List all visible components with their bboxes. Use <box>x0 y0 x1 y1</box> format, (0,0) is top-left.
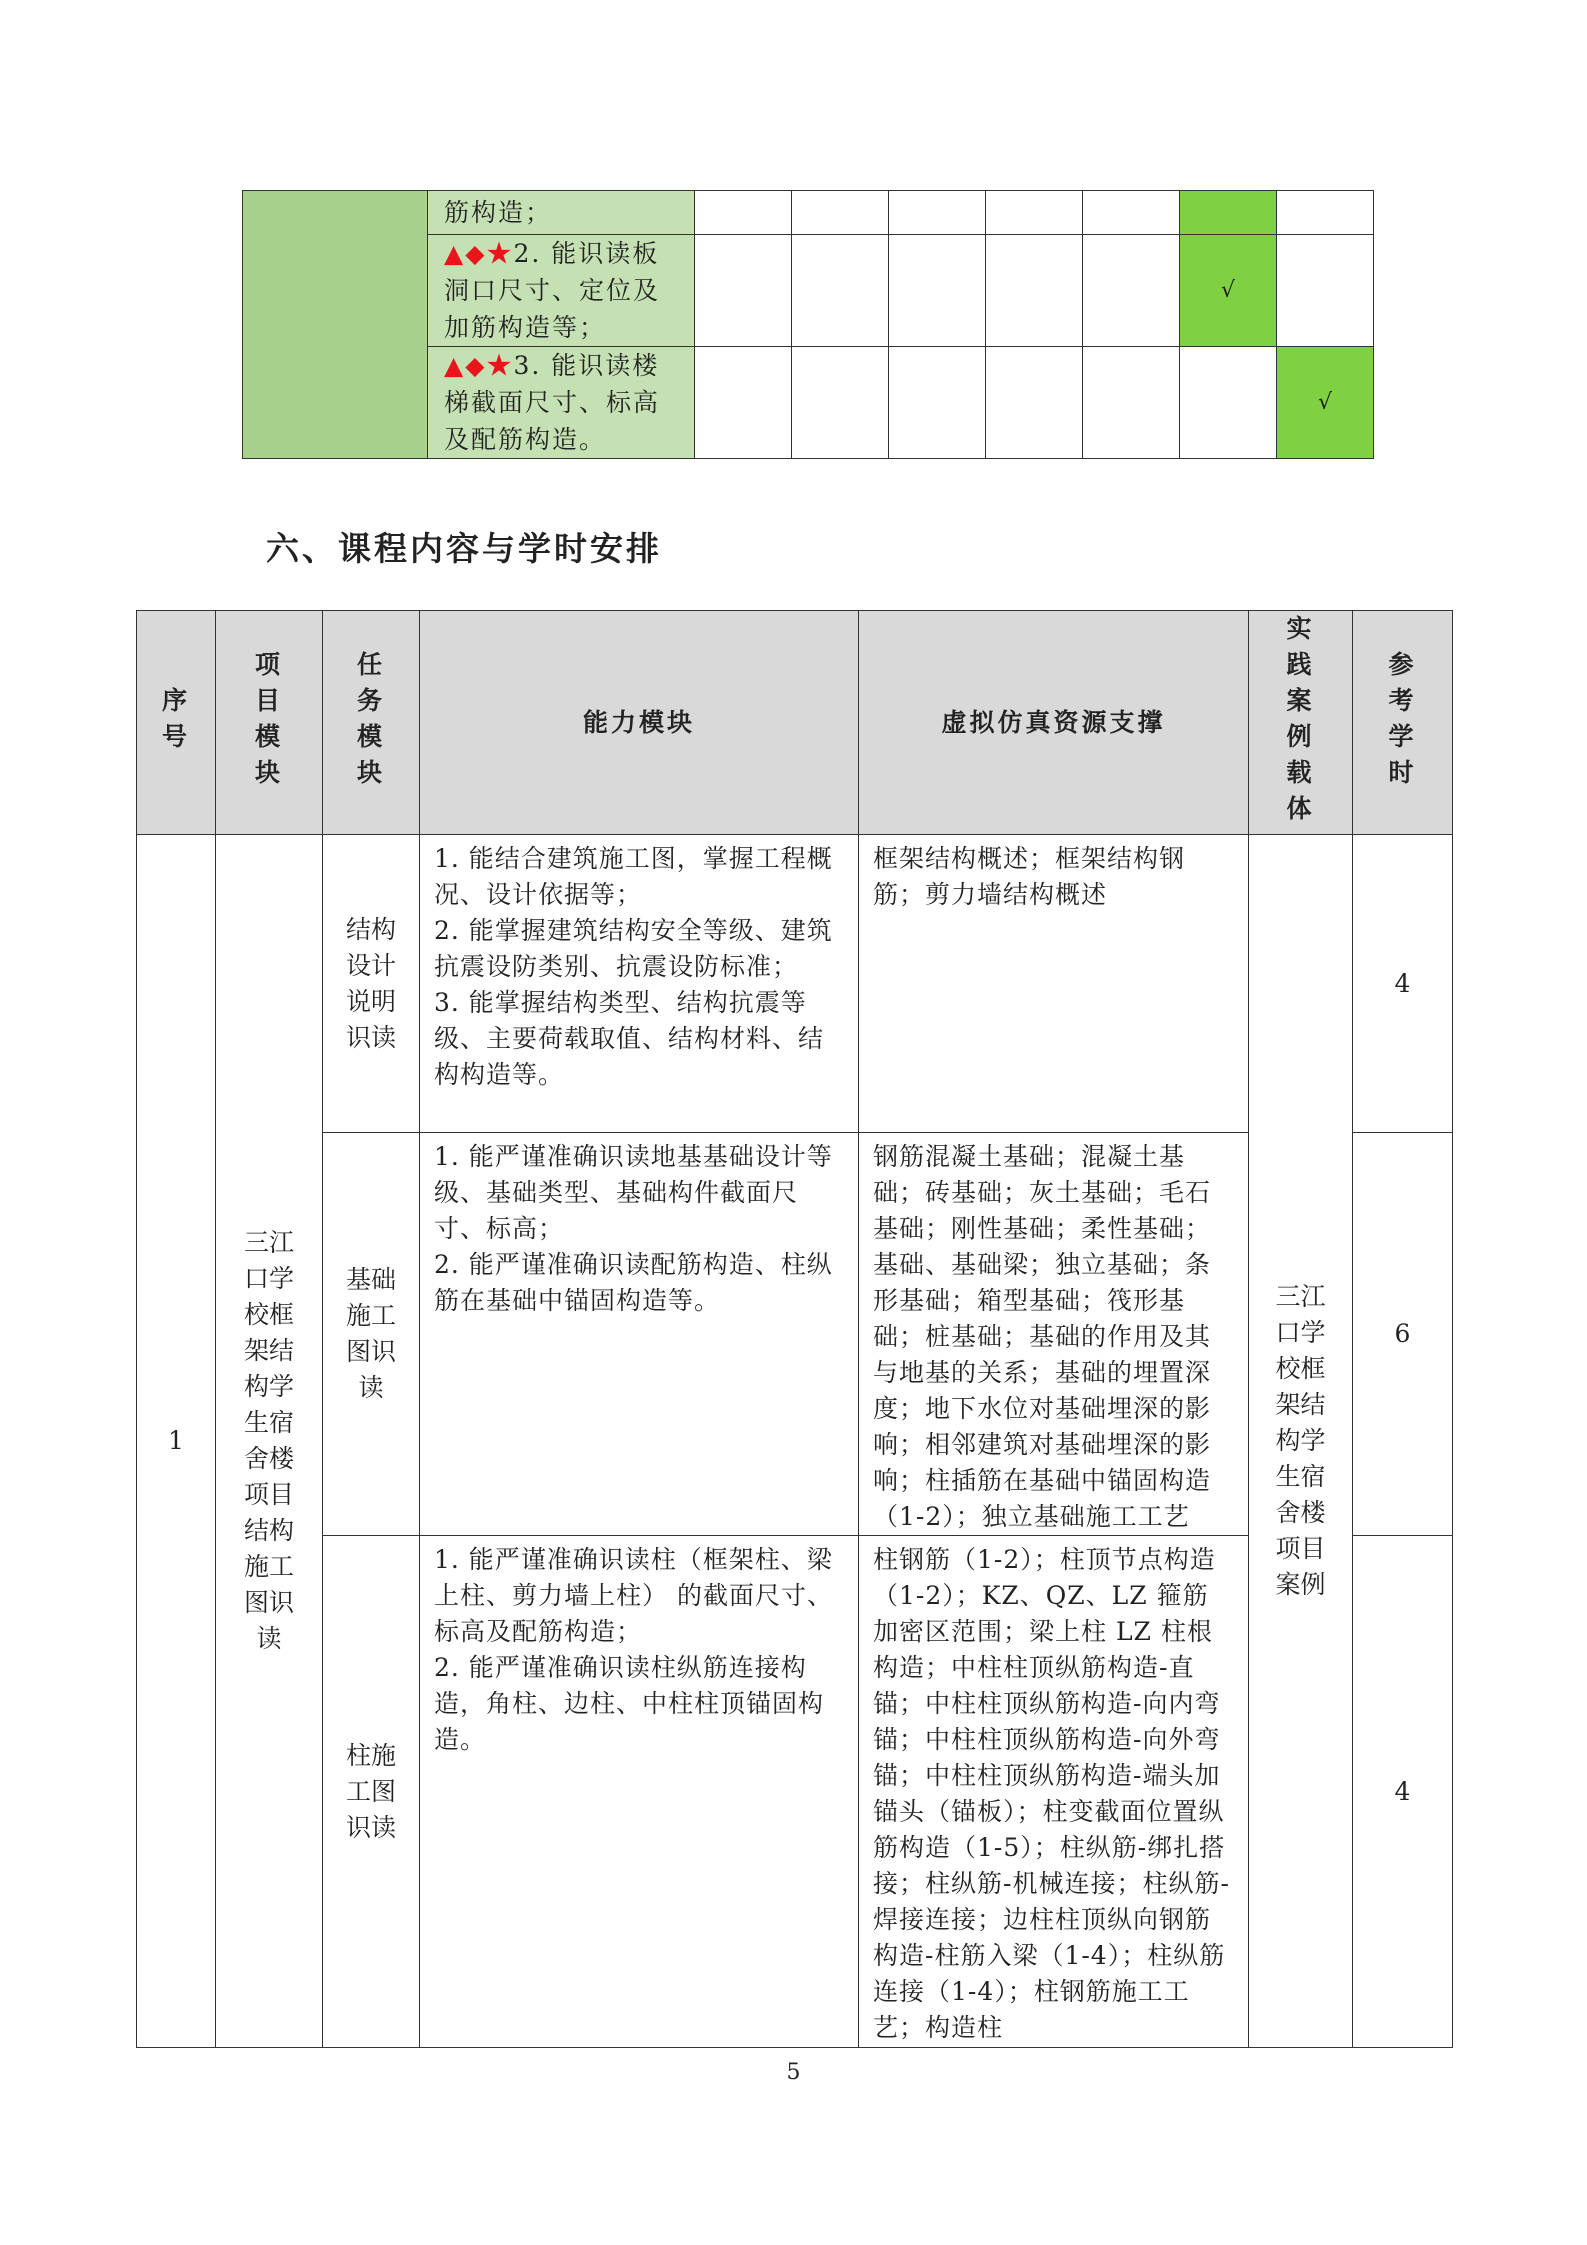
check-cell <box>1277 191 1374 235</box>
task-cell: 结构设计说明识读 <box>323 835 420 1133</box>
case-cell: 三江口学校框架结构学生宿舍楼项目案例 <box>1249 835 1353 2048</box>
resource-cell: 柱钢筋（1-2）；柱顶节点构造（1-2）；KZ、QZ、LZ 箍筋加密区范围；梁上柱 LZ 柱根构造；中柱柱顶纵筋构造-直锚；中柱柱顶纵筋构造-向内弯锚；中柱柱顶纵筋构造-向外弯锚；中柱柱顶纵筋构造-端头加锚头（锚板）；柱变截面位置纵筋构造（1-5）；柱纵筋-绑扎搭接；柱纵筋-机械连接；柱纵筋-焊接连接；边柱柱顶纵向钢筋构造-柱筋入梁（1-4）；柱纵筋连接（1-4）；柱钢筋施工工艺；构造柱 <box>859 1536 1249 2048</box>
project-cell: 三江口学校框架结构学生宿舍楼项目结构施工图识读 <box>216 835 323 2048</box>
ability-cell <box>420 835 859 1133</box>
check-cell <box>889 235 986 347</box>
table-row <box>243 191 1374 235</box>
check-cell <box>1083 347 1180 459</box>
hours-cell: 4 <box>1353 1536 1453 2048</box>
check-cell <box>695 191 792 235</box>
resource-cell: 钢筋混凝土基础；混凝土基础；砖基础；灰土基础；毛石基础；刚性基础；柔性基础；基础、基础梁；独立基础；条形基础；箱型基础；筏形基础；桩基础；基础的作用及其与地基的关系；基础的埋置深度；地下水位对基础埋深的影响；相邻建筑对基础埋深的影响；柱插筋在基础中锚固构造（1-2）；独立基础施工工艺 <box>859 1133 1249 1536</box>
ability-cell <box>420 1536 859 2048</box>
hours-cell: 6 <box>1353 1133 1453 1536</box>
course-content-table <box>136 610 1453 2048</box>
module-cell <box>243 191 428 459</box>
header-task: 任务模块 <box>323 611 420 835</box>
table-header-row <box>137 611 1453 835</box>
check-cell <box>986 347 1083 459</box>
requirement-text: 2. 能识读板洞口尺寸、定位及加筋构造等； <box>444 239 661 342</box>
ability-item: 1. 能严谨准确识读地基基础设计等级、基础类型、基础构件截面尺寸、标高； <box>434 1142 833 1243</box>
check-cell <box>1277 235 1374 347</box>
task-cell: 柱施工图识读 <box>323 1536 420 2048</box>
check-cell <box>986 191 1083 235</box>
check-cell <box>1180 347 1277 459</box>
task-cell: 基础施工图识读 <box>323 1133 420 1536</box>
header-hours: 参考学时 <box>1353 611 1453 835</box>
check-cell <box>889 347 986 459</box>
competency-matrix-continued <box>242 190 1374 459</box>
importance-marks: ▲◆★ <box>444 351 514 380</box>
ability-item: 1. 能结合建筑施工图，掌握工程概况、设计依据等； <box>434 844 833 909</box>
page-number: 5 <box>786 2060 801 2085</box>
check-cell <box>792 191 889 235</box>
check-cell <box>1083 235 1180 347</box>
requirement-text: 筋构造； <box>444 198 553 227</box>
requirement-cell <box>428 347 695 459</box>
check-cell <box>889 191 986 235</box>
ability-item: 2. 能掌握建筑结构安全等级、建筑抗震设防类别、抗震设防标准； <box>434 916 833 981</box>
check-cell <box>1180 191 1277 235</box>
importance-marks: ▲◆★ <box>444 239 514 268</box>
header-resource: 虚拟仿真资源支撑 <box>859 611 1249 835</box>
check-cell <box>695 347 792 459</box>
check-cell <box>792 347 889 459</box>
header-ability: 能力模块 <box>420 611 859 835</box>
check-cell: √ <box>1180 235 1277 347</box>
check-cell <box>695 235 792 347</box>
hours-cell: 4 <box>1353 835 1453 1133</box>
ability-cell <box>420 1133 859 1536</box>
header-case: 实践案例载体 <box>1249 611 1353 835</box>
check-cell <box>1083 191 1180 235</box>
requirement-text: 3. 能识读楼梯截面尺寸、标高及配筋构造。 <box>444 351 661 454</box>
check-cell <box>986 235 1083 347</box>
seq-cell: 1 <box>137 835 216 2048</box>
ability-item: 2. 能严谨准确识读配筋构造、柱纵筋在基础中锚固构造等。 <box>434 1250 833 1315</box>
ability-item: 2. 能严谨准确识读柱纵筋连接构造，角柱、边柱、中柱柱顶锚固构造。 <box>434 1653 825 1754</box>
section-heading: 六、课程内容与学时安排 <box>266 529 662 568</box>
header-project: 项目模块 <box>216 611 323 835</box>
resource-cell: 框架结构概述；框架结构钢筋；剪力墙结构概述 <box>859 835 1249 1133</box>
ability-item: 1. 能严谨准确识读柱（框架柱、梁上柱、剪力墙上柱） 的截面尺寸、标高及配筋构造； <box>434 1545 833 1646</box>
ability-item: 3. 能掌握结构类型、结构抗震等级、主要荷载取值、结构材料、结构构造等。 <box>434 988 825 1089</box>
check-cell <box>792 235 889 347</box>
requirement-cell <box>428 235 695 347</box>
table-row <box>137 835 1453 1133</box>
requirement-cell <box>428 191 695 235</box>
check-cell: √ <box>1277 347 1374 459</box>
header-seq: 序号 <box>137 611 216 835</box>
